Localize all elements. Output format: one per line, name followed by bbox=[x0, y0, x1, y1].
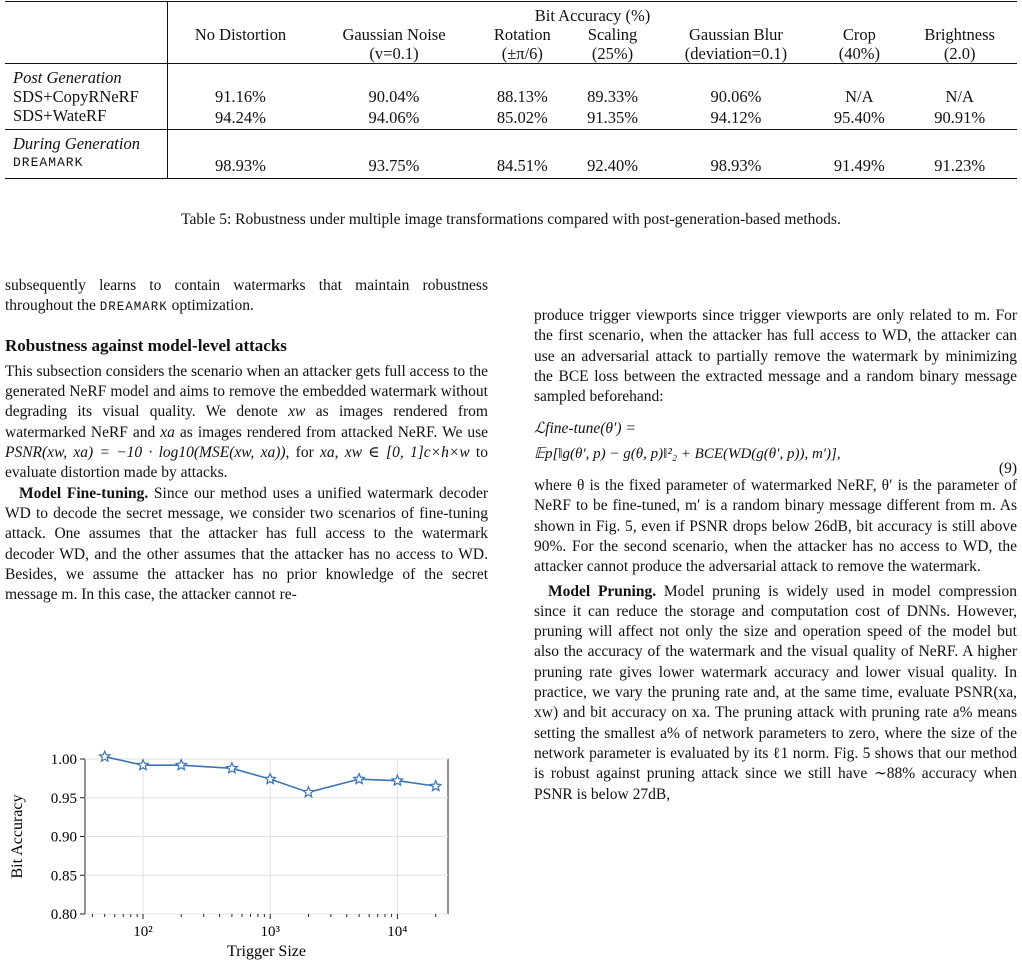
group-spacer bbox=[168, 130, 1018, 154]
pruning-heading: Model Pruning. bbox=[548, 582, 657, 600]
col-header-gaussian-noise: Gaussian Noise bbox=[342, 25, 446, 44]
table-corner-cell-3 bbox=[5, 44, 168, 64]
bit-accuracy-chart bbox=[0, 742, 490, 969]
col-header-scaling: Scaling bbox=[587, 25, 638, 44]
col-subheader-crop: (40%) bbox=[838, 44, 880, 63]
data-point-marker bbox=[354, 774, 364, 784]
dreamark-name: DREAMARK bbox=[99, 300, 168, 315]
table-cell: 98.93% bbox=[168, 153, 313, 179]
paragraph-adversarial: produce trigger viewports since trigger viewports are only related to m. For the first scenario, when the attacker has full access to WD, the attacker can use an adversarial attack to partially remove the watermark by minimizing the BCE loss between the extracted message and a random binary message sampled beforehand: bbox=[534, 307, 1017, 406]
x-tick-label: 10² bbox=[133, 924, 153, 940]
table-cell: N/A bbox=[945, 87, 974, 106]
fine-tuning-heading: Model Fine-tuning. bbox=[19, 484, 149, 502]
table-caption: Table 5: Robustness under multiple image transformations compared with post-generation-based methods. bbox=[181, 211, 841, 228]
method-name: SDS+CopyRNeRF bbox=[5, 87, 168, 106]
table-cell: 92.40% bbox=[570, 153, 656, 179]
table-cell: 98.93% bbox=[655, 153, 816, 179]
table-cell: 84.51% bbox=[475, 153, 570, 179]
psnr-formula: PSNR(xw, xa) = −10 · log10(MSE(xw, xa)) bbox=[5, 444, 286, 462]
results-table bbox=[5, 1, 1017, 179]
table-super-header: Bit Accuracy (%) bbox=[168, 2, 1018, 26]
table-cell: 94.06% bbox=[368, 108, 420, 127]
method-name-dreamark: DREAMARK bbox=[5, 153, 168, 179]
table-cell: 94.24% bbox=[215, 108, 266, 127]
equation-number: (9) bbox=[998, 460, 1017, 478]
y-tick-label: 0.95 bbox=[50, 790, 77, 807]
table-corner-cell bbox=[5, 2, 168, 26]
data-point-marker bbox=[176, 760, 186, 770]
table-header-row-2 bbox=[5, 25, 1017, 44]
table-cell: 89.33% bbox=[587, 87, 638, 106]
table-cell: 90.91% bbox=[934, 108, 986, 127]
equation-9 bbox=[534, 419, 1017, 478]
x-axis-label: Trigger Size bbox=[227, 943, 306, 960]
y-tick-label: 1.00 bbox=[50, 752, 77, 768]
y-tick-label: 0.90 bbox=[50, 829, 77, 846]
table-row bbox=[5, 153, 1017, 179]
table-header-row-1 bbox=[5, 2, 1017, 26]
table-cell: 85.02% bbox=[496, 108, 548, 127]
group-label-post-generation: Post Generation bbox=[5, 64, 168, 88]
table-cell: 90.04% bbox=[368, 87, 420, 106]
table-cell: 90.06% bbox=[710, 87, 762, 106]
paragraph-pruning: Model Pruning. Model pruning is widely used in model compression since it can reduce the storage and computation cost of DNNs. However, pruning will affect not only the size and operation speed of the model but also the accuracy of the watermark and the visual quality of NeRF. A higher pruning rate gives lower watermark accuracy and lower visual quality. In practice, we vary the pruning rate and, at the same time, evaluate PSNR(xa, xw) and bit accuracy on xa. The pruning attack with pruning rate a% means setting the smallest a% of network parameters to zero, where the size of the network parameter is evaluated by its ℓ1 norm. Fig. 5 shows that our method is robust against pruning attack since we still have ∼88% accuracy when PSNR is below 27dB, bbox=[534, 582, 1017, 803]
chart-svg bbox=[0, 742, 490, 969]
data-point-marker bbox=[138, 760, 148, 770]
y-axis-label: Bit Accuracy bbox=[9, 794, 26, 879]
col-subheader-gaussian-blur: (deviation=0.1) bbox=[684, 44, 788, 63]
table-group-row bbox=[5, 130, 1017, 154]
col-subheader-brightness: (2.0) bbox=[943, 44, 976, 63]
x-tick-label: 10⁴ bbox=[387, 924, 408, 940]
data-point-marker bbox=[99, 751, 109, 761]
col-subheader-scaling: (25%) bbox=[591, 44, 634, 63]
data-point-marker bbox=[392, 775, 402, 785]
col-header-gaussian-blur: Gaussian Blur bbox=[688, 25, 783, 44]
table-cell: 95.40% bbox=[833, 108, 885, 127]
table-cell: 94.12% bbox=[710, 108, 762, 127]
data-point-marker bbox=[227, 763, 237, 773]
group-spacer bbox=[168, 64, 1018, 88]
data-point-marker bbox=[430, 781, 440, 791]
section-heading: Robustness against model-level attacks bbox=[5, 335, 287, 355]
domain-formula: xa, xw ∈ [0, 1]c×h×w bbox=[320, 444, 470, 462]
table-cell: 91.35% bbox=[587, 108, 638, 127]
data-point-marker bbox=[303, 787, 313, 797]
paragraph-intro: This subsection considers the scenario when an attacker gets full access to the generated NeRF model and aims to remove the embedded watermark without degrading its visual quality. We denote xw as images rendered from watermarked NeRF and xa as images rendered from attacked NeRF. We use PSNR(xw, xa) = −10 · log10(MSE(xw, xa)), for xa, xw ∈ [0, 1]c×h×w to evaluate distortion made by attacks. bbox=[5, 362, 488, 482]
table-cell: 88.13% bbox=[496, 87, 548, 106]
table-row bbox=[5, 106, 1017, 130]
table-row bbox=[5, 87, 1017, 106]
col-subheader-rotation: (±π/6) bbox=[501, 44, 543, 63]
table-cell: N/A bbox=[845, 87, 874, 106]
col-subheader-gaussian-noise: (v=0.1) bbox=[369, 44, 419, 63]
table-cell: 91.23% bbox=[902, 153, 1017, 179]
table-corner-cell-2 bbox=[5, 25, 168, 44]
chart-x-ticks bbox=[92, 914, 435, 940]
table-cell: 91.49% bbox=[816, 153, 902, 179]
paragraph-continuation: subsequently learns to contain watermarks that maintain robustness throughout the DREAMARK optimization. bbox=[5, 277, 488, 315]
y-tick-label: 0.80 bbox=[50, 907, 77, 923]
chart-grid bbox=[85, 759, 448, 914]
paragraph-fine-tuning: Model Fine-tuning. Since our method uses a unified watermark decoder WD to decode the secret message, we consider two scenarios of fine-tuning attack. One assumes that the attacker has full access to the watermark decoder WD, and the other assumes that the attacker has no access to WD. Besides, we assume the attacker has no prior knowledge of the secret message m. In this case, the attacker cannot re- bbox=[5, 484, 488, 604]
data-point-marker bbox=[265, 774, 275, 784]
group-label-during-generation: During Generation bbox=[5, 130, 168, 154]
table-cell: 93.75% bbox=[313, 153, 475, 179]
col-subheader-no-distortion bbox=[168, 44, 313, 64]
table-cell: 91.16% bbox=[215, 87, 266, 106]
paragraph-fine-tune-result: where θ is the fixed parameter of watermarked NeRF, θ′ is the parameter of NeRF to be fine-tuned, m′ is a random binary message different from m. As shown in Fig. 5, even if PSNR drops below 26dB, bit accuracy is still above 90%. For the second scenario, when the attacker has no access to WD, the attacker cannot produce the adversarial attack to remove the watermark. bbox=[534, 477, 1017, 576]
col-header-brightness: Brightness bbox=[924, 25, 995, 44]
equation-line-1: ℒfine-tune(θ′) = bbox=[534, 420, 636, 438]
method-name: SDS+WateRF bbox=[5, 106, 168, 130]
chart-y-ticks bbox=[51, 752, 85, 923]
table-group-row bbox=[5, 64, 1017, 88]
x-tick-label: 10³ bbox=[260, 924, 280, 940]
table-header-row-3 bbox=[5, 44, 1017, 64]
left-column bbox=[5, 276, 488, 605]
col-header-no-distortion: No Distortion bbox=[194, 25, 287, 44]
col-header-crop: Crop bbox=[842, 25, 876, 44]
y-tick-label: 0.85 bbox=[50, 868, 77, 885]
equation-line-2: 𝔼p[‖g(θ′, p) − g(θ, p)‖²₂ + BCE(WD(g(θ′, p)), m′)], bbox=[534, 445, 841, 462]
col-header-rotation: Rotation bbox=[493, 25, 551, 44]
results-table-wrapper bbox=[5, 1, 1017, 179]
right-column bbox=[534, 306, 1017, 805]
